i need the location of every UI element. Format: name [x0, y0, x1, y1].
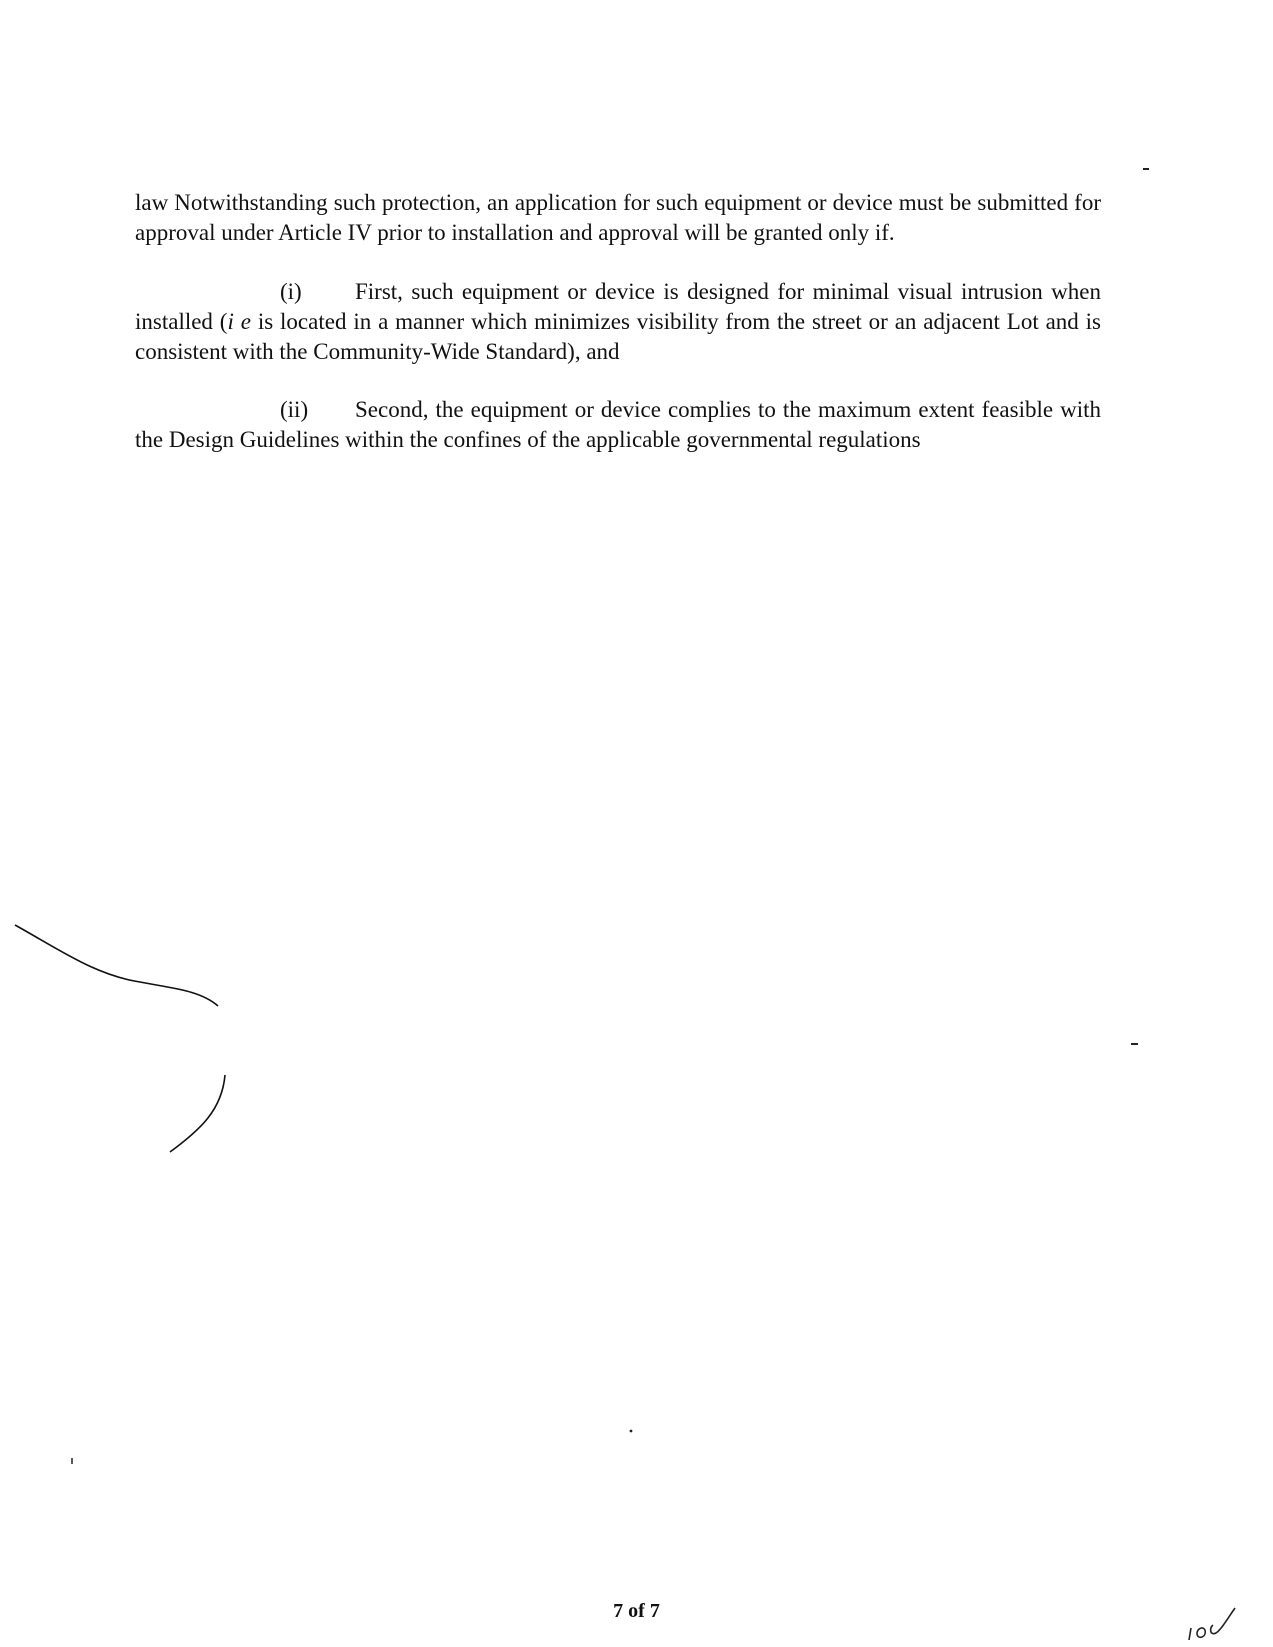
- item-tail-text: is located in a manner which minimizes visibility from the street or an adjacent Lot and is consistent with the Community-Wide Standard), and: [135, 309, 1102, 364]
- handwritten-initials: [1183, 1600, 1253, 1640]
- paragraph-item-ii: [135, 395, 1101, 455]
- item-abbreviation: i e: [227, 309, 251, 334]
- item-text: Second, the equipment or device complies to the maximum extent feasible with the Design Guidelines within the confines of the applicable governmental regulations: [135, 397, 1101, 452]
- item-number: (i): [280, 279, 302, 304]
- paragraph-text: law Notwithstanding such protection, an application for such equipment or device must be submitted for approval under Article IV prior to installation and approval will be granted only if.: [135, 190, 1101, 245]
- item-number: (ii): [280, 397, 309, 422]
- pen-stroke-slash: [170, 1075, 225, 1152]
- page-number-footer: 7 of 7: [613, 1600, 660, 1622]
- paragraph-item-i: [135, 277, 1101, 367]
- scan-speck-center: [630, 1430, 633, 1433]
- pen-stroke-curve: [15, 925, 218, 1006]
- item-lead-text: First, such equipment or device is designed for minimal visual intrusion when installed (: [135, 279, 1101, 334]
- paragraph-law: [135, 188, 1101, 248]
